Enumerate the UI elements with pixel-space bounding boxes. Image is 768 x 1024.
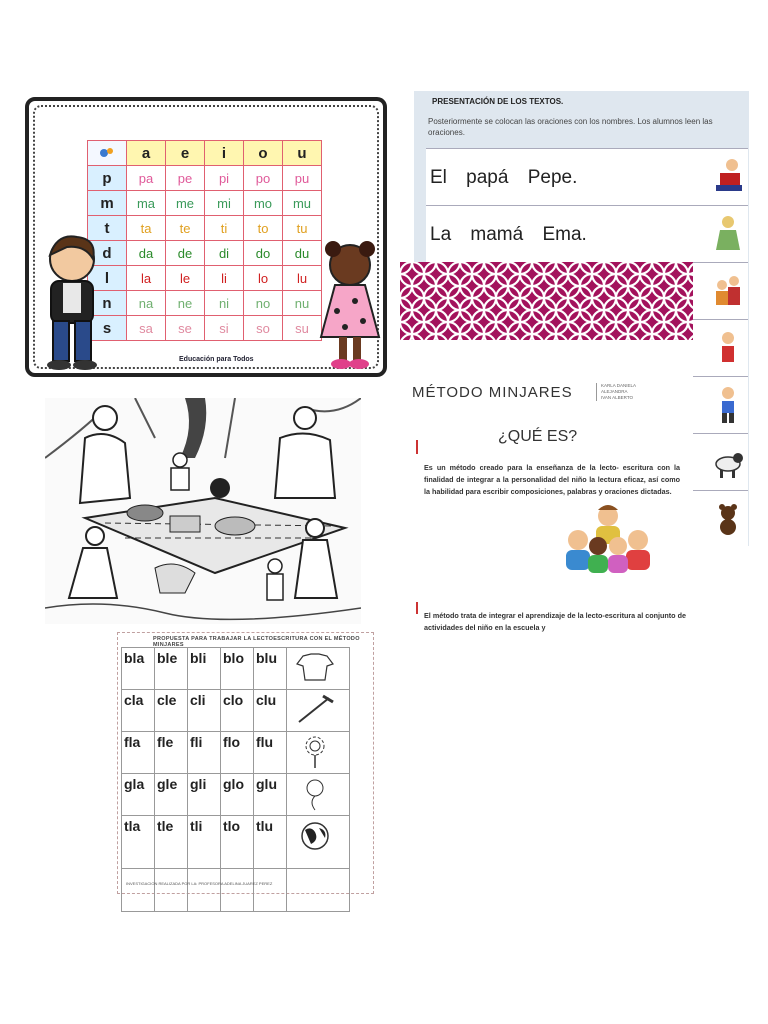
consonant-label: l: [88, 266, 127, 291]
blend-syllable-cell: blu: [254, 648, 287, 690]
girl-character-illustration: [315, 241, 385, 371]
blend-syllable-cell: cli: [188, 690, 221, 732]
blend-syllable-cell: flo: [221, 732, 254, 774]
syllable-cell: de: [166, 241, 205, 266]
syllable-cell: di: [205, 241, 244, 266]
syllable-cell: pi: [205, 166, 244, 191]
syllable-cell: ma: [127, 191, 166, 216]
syllable-row: [88, 191, 322, 216]
vowel-header: a: [127, 141, 166, 166]
blend-picture-cell: [287, 648, 350, 690]
presentation-description: Posteriormente se colocan las oraciones con los nombres. Los alumnos leen las oraciones.: [428, 117, 713, 137]
syllable-cell: si: [205, 316, 244, 341]
globe-icon: [289, 818, 341, 854]
blend-syllable-cell: glu: [254, 774, 287, 816]
syllable-cell: ti: [205, 216, 244, 241]
accent-bar: [416, 440, 418, 454]
school-logo-icon: [97, 145, 117, 159]
blend-syllable-cell: glo: [221, 774, 254, 816]
flower-icon: [289, 734, 341, 770]
author-name: ALEJANDRA: [601, 389, 628, 394]
blank-cell: [254, 869, 287, 912]
sentence-text: La mamá Ema.: [430, 224, 587, 245]
syllable-cell: li: [205, 266, 244, 291]
blend-syllable-cell: gla: [122, 774, 155, 816]
blend-row: [122, 732, 350, 774]
consonant-label: s: [88, 316, 127, 341]
blend-row: [122, 690, 350, 732]
blends-worksheet: [117, 632, 374, 894]
boy-character-illustration: [37, 231, 107, 371]
syllable-cell: mi: [205, 191, 244, 216]
syllable-cell: da: [127, 241, 166, 266]
blend-syllable-cell: tlu: [254, 816, 287, 869]
worksheet-title: PROPUESTA PARA TRABAJAR LA LECTOESCRITURA CON EL MÉTODO MINJARES: [153, 636, 360, 648]
blend-syllable-cell: tlo: [221, 816, 254, 869]
family-figure-icon: [712, 271, 744, 311]
syllable-cell: na: [127, 291, 166, 316]
worksheet-footer: INVESTIGACION REALIZADA POR LA: PROFESORA ADELINA JUAREZ PEREZ: [126, 881, 273, 886]
blend-syllable-cell: clu: [254, 690, 287, 732]
dog-figure-icon: [712, 442, 744, 482]
consonant-label: p: [88, 166, 127, 191]
logo-cell: [88, 141, 127, 166]
method-description-continued: El método trata de integrar el aprendizaje de la lecto-escritura al conjunto de actividades del niño en la escuela y: [424, 611, 686, 632]
blend-syllable-cell: flu: [254, 732, 287, 774]
sentence-row: [426, 148, 748, 205]
blend-syllable-cell: fle: [155, 732, 188, 774]
teddy-bear-icon: [712, 499, 744, 539]
sentence-text: El papá Pepe.: [430, 167, 578, 188]
blank-row: [122, 869, 350, 912]
blend-syllable-cell: clo: [221, 690, 254, 732]
blend-picture-cell: [287, 774, 350, 816]
blend-row: [122, 816, 350, 869]
consonant-label: t: [88, 216, 127, 241]
vowel-header: u: [283, 141, 322, 166]
blend-syllable-cell: ble: [155, 648, 188, 690]
syllable-row: [88, 241, 322, 266]
blend-syllable-cell: cle: [155, 690, 188, 732]
syllable-row: [88, 166, 322, 191]
syllable-cell: du: [283, 241, 322, 266]
blend-row: [122, 648, 350, 690]
syllable-cell: mo: [244, 191, 283, 216]
syllable-cell: se: [166, 316, 205, 341]
child-figure-icon: [712, 328, 744, 368]
blend-syllable-cell: blo: [221, 648, 254, 690]
chart-caption: Educación para Todos: [179, 356, 254, 363]
syllable-cell: te: [166, 216, 205, 241]
method-authors: [596, 383, 636, 401]
author-name: KARLA DANIELA: [601, 383, 637, 388]
mother-figure-icon: [712, 214, 744, 254]
syllable-cell: su: [283, 316, 322, 341]
blank-cell: [155, 869, 188, 912]
syllable-cell: la: [127, 266, 166, 291]
blend-picture-cell: [287, 732, 350, 774]
question-heading: ¿QUÉ ES?: [498, 428, 578, 445]
syllable-row: [88, 316, 322, 341]
syllable-cell: mu: [283, 191, 322, 216]
syllable-row: [88, 291, 322, 316]
presentation-title: PRESENTACIÓN DE LOS TEXTOS.: [432, 97, 564, 106]
syllable-cell: ne: [166, 291, 205, 316]
blend-picture-cell: [287, 690, 350, 732]
consonant-label: m: [88, 191, 127, 216]
syllable-cell: lo: [244, 266, 283, 291]
vowel-header: i: [205, 141, 244, 166]
author-name: IVAN ALBERTO: [601, 395, 634, 400]
syllable-cell: sa: [127, 316, 166, 341]
syllable-cell: to: [244, 216, 283, 241]
family-picnic-illustration: [45, 398, 361, 624]
blend-syllable-cell: tla: [122, 816, 155, 869]
syllable-cell: pa: [127, 166, 166, 191]
blend-syllable-cell: gle: [155, 774, 188, 816]
vowel-header-row: [88, 141, 322, 166]
syllable-row: [88, 266, 322, 291]
syllable-cell: pe: [166, 166, 205, 191]
consonant-label: d: [88, 241, 127, 266]
blend-syllable-cell: bli: [188, 648, 221, 690]
sentence-row: [426, 205, 748, 262]
syllable-cell: me: [166, 191, 205, 216]
nail-icon: [289, 692, 341, 728]
syllable-cell: so: [244, 316, 283, 341]
blank-cell: [287, 869, 350, 912]
syllable-cell: ta: [127, 216, 166, 241]
father-figure-icon: [712, 157, 744, 197]
blend-syllable-cell: fli: [188, 732, 221, 774]
blend-syllable-table: [121, 647, 350, 912]
syllable-chart-card: [25, 97, 387, 377]
syllable-row: [88, 216, 322, 241]
blend-syllable-cell: cla: [122, 690, 155, 732]
method-description: Es un método creado para la enseñanza de la lecto- escritura con la finalidad de integrar a la personalidad del niño la lectura eficaz, así como la habilidad para escribir composiciones, palabras y oraciones dictadas.: [424, 463, 680, 496]
blend-syllable-cell: tle: [155, 816, 188, 869]
syllable-cell: po: [244, 166, 283, 191]
blend-row: [122, 774, 350, 816]
children-circle-illustration: [556, 502, 660, 576]
consonant-label: n: [88, 291, 127, 316]
syllable-cell: tu: [283, 216, 322, 241]
syllable-cell: nu: [283, 291, 322, 316]
blank-cell: [188, 869, 221, 912]
syllable-cell: pu: [283, 166, 322, 191]
syllable-cell: no: [244, 291, 283, 316]
vowel-header: e: [166, 141, 205, 166]
method-page: [400, 340, 693, 650]
syllable-cell: lu: [283, 266, 322, 291]
balloon-icon: [289, 776, 341, 812]
boy-figure-icon: [712, 385, 744, 425]
accent-bar: [416, 602, 418, 614]
syllable-table: [87, 140, 322, 341]
blend-picture-cell: [287, 816, 350, 869]
vowel-header: o: [244, 141, 283, 166]
blouse-icon: [289, 650, 341, 686]
decorative-pattern-banner: [400, 262, 693, 340]
method-title: MÉTODO MINJARES: [412, 384, 573, 401]
syllable-cell: do: [244, 241, 283, 266]
blank-cell: [221, 869, 254, 912]
blank-cell: [122, 869, 155, 912]
blend-syllable-cell: tli: [188, 816, 221, 869]
blend-syllable-cell: fla: [122, 732, 155, 774]
syllable-cell: ni: [205, 291, 244, 316]
blend-syllable-cell: gli: [188, 774, 221, 816]
circle-pattern-decoration: [400, 262, 693, 340]
syllable-cell: le: [166, 266, 205, 291]
blend-syllable-cell: bla: [122, 648, 155, 690]
